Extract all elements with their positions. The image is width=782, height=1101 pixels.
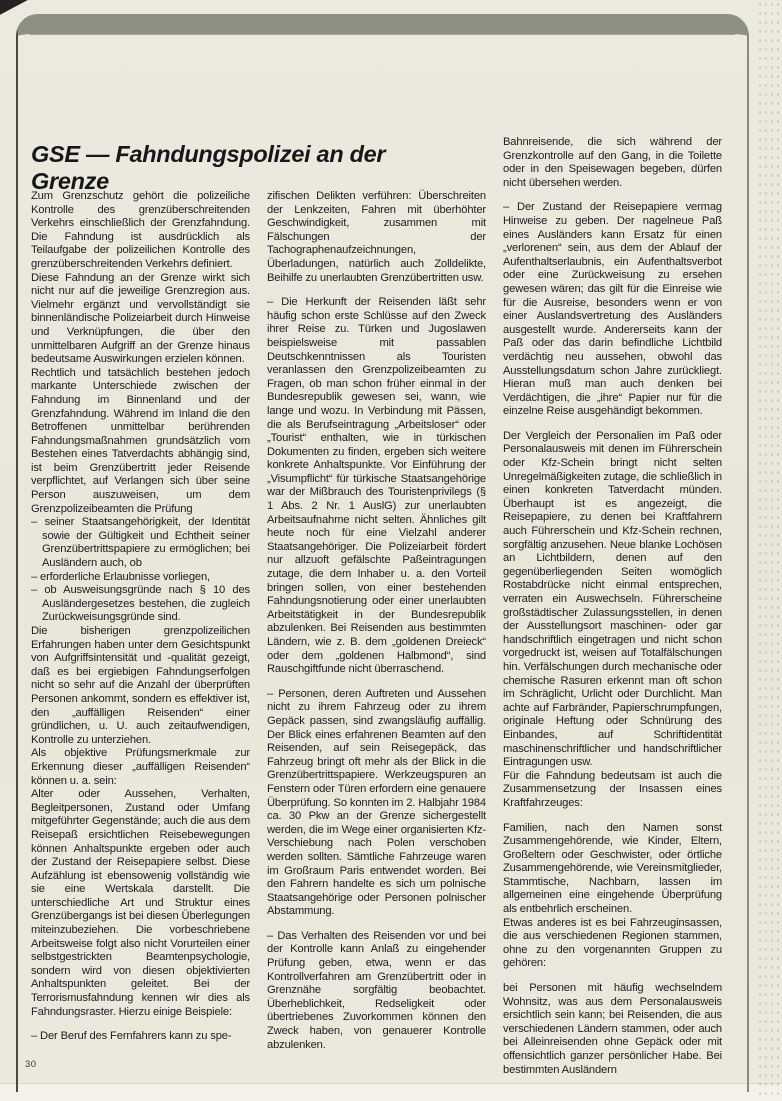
top-bar-shadow-line — [30, 34, 735, 35]
list-item: – erforderliche Erlaubnisse vorliegen, — [31, 570, 210, 583]
paragraph: Bahnreisende, die sich während der Grenzkontrolle auf den Gang, in die Toilette oder in den Speisewagen begeben, dürfen nicht übersehen werden. — [503, 136, 722, 189]
paragraph: Familien, nach den Namen sonst Zusammengehörende, wie Kinder, Eltern, Großeltern oder Geschwister, oder örtliche Zusammengehörende, wie Vereinsmitglieder, Stammtische, Nachbarn, lassen im allgemeinen eine eingehende Überprüfung als entbehrlich erscheinen. — [503, 821, 722, 916]
paragraph: bei Personen mit häufig wechselndem Wohnsitz, was aus dem Personalausweis ersichtlich sein kann; bei Reisenden, die aus verschiedenen Ländern stammen, oder auch bei Alleinreisenden ohne Gepäck oder mit offensichtlich ganzer persönlicher Habe. Bei bestimmten Ausländern — [503, 982, 722, 1076]
text-column-2 — [267, 190, 486, 1052]
list-item: – seiner Staatsangehörigkeit, der Identität sowie der Gültigkeit und Echtheit seiner Grenzübertrittspapiere zu ermöglichen; bei Ausländern auch, ob — [31, 516, 250, 570]
paragraph: – Der Zustand der Reisepapiere vermag Hinweise zu geben. Der nagelneue Paß eines Ausländers kann Ersatz für einen „verlorenen“ sein, aus dem der Ablauf der Aufenthaltserlaubnis, ein Aufenthaltsverbot oder eine Zurückweisung zu ersehen gewesen wären; das gilt für die Einreise wie für die Ausreise, besonders wenn er von einer Auslandsvertretung des Ausländers ausgestellt wurde. Andererseits kann der Paß oder das darin befindliche Lichtbild verdächtig neu aussehen, obwohl das Ausstellungsdatum schon Jahre zurückliegt. Hieran muß man auch denken bei Verdächtigen, die „ihre“ Papier nur für die einzelne Reise ausgehändigt bekommen. — [503, 201, 722, 418]
text-column-1 — [31, 190, 250, 1044]
text-column-3 — [503, 136, 722, 1077]
article-title: GSE — Fahndungspolizei an der Grenze — [31, 140, 386, 195]
paragraph: – Die Herkunft der Reisenden läßt sehr häufig schon erste Schlüsse auf den Zweck ihrer Reise zu. Türken und Jugoslawen beispielsweise mit passablen Deutschkenntnissen als Touristen veranlassen den Grenzpolizeibeamten zu Fragen, ob man schon früher einmal in der Bundesrepublik gewesen sei, wann, wie lange und wozu. In Verbindung mit Pässen, die als Berufseintragung „Arbeitsloser“ oder „Tourist“ enthalten, wie in türkischen Dokumenten zu finden, ergeben sich weitere konkrete Anhaltspunkte. Vor Einführung der „Visumpflicht“ für türkische Staatsangehörige war der Mißbrauch des Touristenprivilegs (§ 1 Abs. 2 Nr. 1 AuslG) zur unerlaubten Arbeitsaufnahme nicht selten. Ähnliches gilt heute noch für eine Vielzahl anderer Staatsangehöriger. Die Polizeiarbeit fördert nur allzuoft gefälschte Paßeintragungen zutage, die dem Inhaber u. a. den Vorteil bringen sollen, von einer bestehenden Fahndungsnotierung oder einer unerlaubten Arbeitstätigkeit in der Bundesrepublik abzulenken. Bei Reisenden aus bestimmten Ländern, wie z. B. dem „goldenen Dreieck“ oder dem „goldenen Halbmond“, sind Rauschgiftfunde nicht überraschend. — [267, 296, 486, 676]
paragraph: Die bisherigen grenzpolizeilichen Erfahrungen haben unter dem Gesichtspunkt von Aufgriffsintensität und -qualität gezeigt, daß es bei ergiebigen Fahndungserfolgen nicht so sehr auf die Anzahl der überprüften Personen ankommt, sondern es effektiver ist, den „auffälligen Reisenden“ einer gründlichen, u. U. auch zeitaufwendigen, Kontrolle zu unterziehen. — [31, 625, 250, 746]
paragraph: – Der Beruf des Fernfahrers kann zu spe- — [31, 1030, 232, 1043]
paragraph: Als objektive Prüfungsmerkmale zur Erkennung dieser „auffälligen Reisenden“ können u. a. sein: — [31, 747, 250, 787]
paragraph: Alter oder Aussehen, Verhalten, Begleitpersonen, Zustand oder Umfang mitgeführter Gegenstände; auch die aus dem Reisepaß ersichtlichen Reisebewegungen können Anhaltspunkte ergeben oder auch der Zustand der Reisepapiere selbst. Diese Aufzählung ist ebensowenig vollständig wie sie eine Wertskala darstellt. Die unterschiedliche Art und Struktur eines Grenzübergangs ist bei diesen Überlegungen miteinzubeziehen. Die vorbeschriebene Arbeitsweise folgt also nicht Vorurteilen einer selbstgestrickten Beamtenpsychologie, sondern wird von diesen objektivierten Anhaltspunkten geleitet. Bei der Terrorismusfahndung kennen wir dies als Fahndungsraster. Hierzu einige Beispiele: — [31, 788, 250, 1018]
paper-edge-texture — [757, 0, 779, 1100]
paragraph: Für die Fahndung bedeutsam ist auch die Zusammensetzung der Insassen eines Kraftfahrzeuges: — [503, 769, 722, 809]
paragraph: Etwas anderes ist es bei Fahrzeuginsassen, die aus verschiedenen Regionen stammen, ohne zu den vorgenannten Gruppen zu gehören: — [503, 916, 722, 970]
paragraph: – Personen, deren Auftreten und Aussehen nicht zu ihrem Fahrzeug oder zu ihrem Gepäck passen, sind zwangsläufig auffällig. Der Blick eines erfahrenen Beamten auf den Reisenden, auf sein Reisegepäck, das Fahrzeug bringt oft mehr als der Blick in die Grenzübertrittspapiere. Werkzeugspuren an Fenstern oder Türen erfordern eine genauere Überprüfung. So konnten im 2. Halbjahr 1984 ca. 30 Pkw an der Grenze sichergestellt werden, die im Wege einer organisierten Kfz-Verschiebung nach Polen verschoben werden sollten. Sämtliche Fahrzeuge waren im Großraum Paris entwendet worden. Bei den Fahrern handelte es sich um polnische Staatsangehörige oder Personen polnischer Abstammung. — [267, 687, 486, 918]
paragraph: Der Vergleich der Personalien im Paß oder Personalausweis mit denen im Führerschein oder Kfz-Schein bringt nicht selten Unregelmäßigkeiten zutage, die schließlich in einen konkreten Tatverdacht münden. Überhaupt ist es angezeigt, die Reisepapiere, zu denen bei Kraftfahrern auch Führerschein und Kfz-Schein rechnen, sorgfältig anzusehen. Neue blanke Lochösen an Lichtbildern, denen auf den gegenüberliegenden Seiten womöglich Rostabdrücke nicht einmal entsprechen, verraten ein Auswechseln. Führerscheine großstädtischer Zulassungsstellen, in denen der Ausstellungsort maschinen- oder gar handschriftlich eingetragen und nicht schon vorgedruckt ist, weisen auf Totalfälschungen hin. Verfälschungen durch mechanische oder chemische Rasuren erkennt man oft schon im Schräglicht, Urlicht oder Durchlicht. Man achte auf Farbränder, Papierschrumpfungen, originale Heftung oder Schnürung des Einbandes, auf Schriftidentität maschinenschriftlicher und handschriftlicher Eintragungen usw. — [503, 429, 722, 769]
list-item: – ob Ausweisungsgründe nach § 10 des Ausländergesetzes bestehen, die zugleich Zurückweisungsgründe sind. — [31, 584, 250, 624]
page-number: 30 — [25, 1059, 37, 1070]
paragraph: zifischen Delikten verführen: Überschreiten der Lenkzeiten, Fahren mit überhöhter Geschwindigkeit, zusammen mit Fälschungen der Tachographenaufzeichnungen, Überladungen, natürlich auch Zolldelikte, Beihilfe zu unerlaubten Grenzübertritten usw. — [267, 190, 486, 284]
paragraph: – Das Verhalten des Reisenden vor und bei der Kontrolle kann Anlaß zu eingehender Prüfung geben, etwa, wenn er das Kontrollverfahren am Grenzübertritt oder in Grenznähe sorgfältig beobachtet. Überheblichkeit, Redseligkeit oder übertriebenes Zuvorkommen können den Zweck haben, von genauerer Kontrolle abzulenken. — [267, 929, 486, 1051]
paragraph: Diese Fahndung an der Grenze wirkt sich nicht nur auf die jeweilige Grenzregion aus. Vielmehr ergänzt und vervollständigt sie binnenländische Polizeiarbeit durch Hinweise und Verknüpfungen, die über den unmittelbaren Aufgriff an der Grenze hinaus bedeutsame Auswirkungen erzielen können. — [31, 271, 250, 366]
paragraph: Rechtlich und tatsächlich bestehen jedoch markante Unterschiede zwischen der Fahndung im Binnenland und der Grenzfahndung. Während im Inland die den Betroffenen unmittelbar berührenden Fahndungsmaßnahmen grundsätzlich vom Bestehen eines Tatverdachts abhängig sind, ist beim Grenzübertritt jeder Reisende verpflichtet, auf Verlangen sich über seine Person auszuweisen, um dem Grenzpolizeibeamten die Prüfung — [31, 366, 250, 515]
paragraph: Zum Grenzschutz gehört die polizeiliche Kontrolle des grenzüberschreitenden Verkehrs einschließlich der Grenzfahndung. Die Fahndung ist ausdrücklich als Teilaufgabe der polizeilichen Kontrolle des grenzüberschreitenden Verkehrs definiert. — [31, 190, 250, 270]
